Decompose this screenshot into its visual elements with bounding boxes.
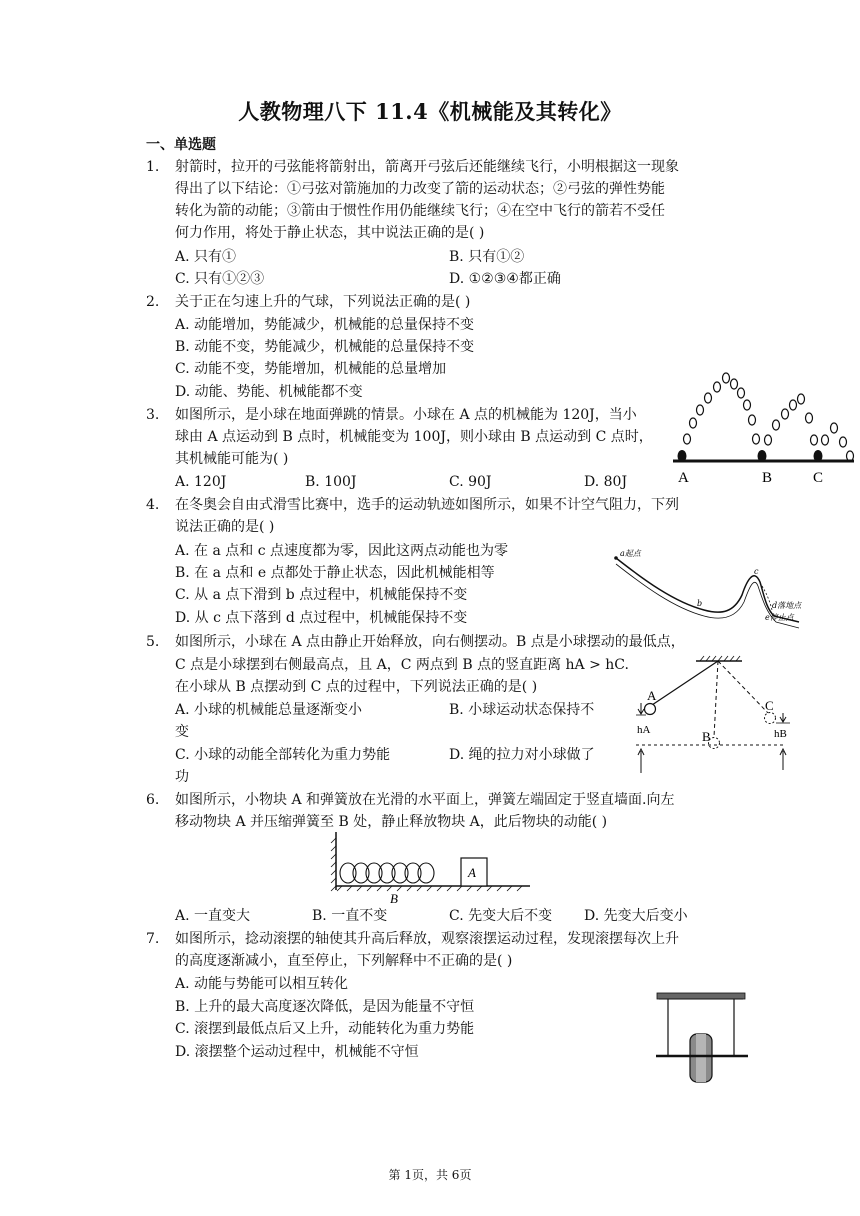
question-stem: 如图所示，是小球在地面弹跳的情景。小球在 A 点的机械能为 120J，当小 xyxy=(175,407,637,423)
option-a: A. 一直变大 xyxy=(175,908,251,924)
question-stem: 何力作用，将处于静止状态，其中说法正确的是( ) xyxy=(175,225,485,241)
option-a: A. 在 a 点和 c 点速度都为零，因此这两点动能也为零 xyxy=(175,543,508,559)
option-a: A. 动能与势能可以相互转化 xyxy=(175,976,349,992)
question-stem: 射箭时，拉开的弓弦能将箭射出，箭离开弓弦后还能继续飞行，小明根据这一现象 xyxy=(175,159,679,175)
option-a: A. 只有① xyxy=(175,249,237,265)
option-d: D. 动能、势能、机械能都不变 xyxy=(175,384,363,400)
question-number: 7. xyxy=(146,931,160,947)
option-d: D. 80J xyxy=(584,474,628,490)
option-c-wrap: 功 xyxy=(175,769,189,785)
question-number: 5. xyxy=(146,634,160,650)
option-c: C. 从 a 点下滑到 b 点过程中，机械能保持不变 xyxy=(175,587,468,603)
option-a-wrap: 变 xyxy=(175,724,189,740)
label-c: c xyxy=(754,567,759,576)
option-b: B. 一直不变 xyxy=(312,908,388,924)
label-a: A xyxy=(678,470,689,486)
label-b: b xyxy=(697,599,703,608)
question-number: 3. xyxy=(146,407,160,423)
option-a: A. 动能增加，势能减少，机械能的总量保持不变 xyxy=(175,317,475,333)
label-hb: hB xyxy=(774,728,787,740)
option-b: B. 100J xyxy=(305,474,357,490)
option-b: B. 在 a 点和 e 点都处于静止状态，因此机械能相等 xyxy=(175,565,495,581)
option-d: D. 滚摆整个运动过程中，机械能不守恒 xyxy=(175,1044,419,1060)
question-stem: 的高度逐渐减小，直至停止，下列解释中不正确的是( ) xyxy=(175,953,513,969)
question-number: 1. xyxy=(146,159,160,175)
question-stem: 如图所示，小物块 A 和弹簧放在光滑的水平面上，弹簧左端固定于竖直墙面.向左 xyxy=(175,792,675,808)
question-stem: 在小球从 B 点摆动到 C 点的过程中，下列说法正确的是( ) xyxy=(175,679,538,695)
option-c: C. 90J xyxy=(449,474,492,490)
option-b: B. 动能不变，势能减少，机械能的总量保持不变 xyxy=(175,339,475,355)
option-c: C. 小球的动能全部转化为重力势能 xyxy=(175,747,391,763)
label-b: B xyxy=(390,891,398,906)
option-b: B. 小球运动状态保持不 xyxy=(449,702,595,718)
question-stem: 其机械能可能为( ) xyxy=(175,451,289,467)
question-stem: 移动物块 A 并压缩弹簧至 B 处，静止释放物块 A，此后物块的动能( ) xyxy=(175,814,608,830)
page-footer: 第 1页，共 6页 xyxy=(388,1168,472,1182)
label-a: A xyxy=(647,688,657,703)
section-heading: 一、单选题 xyxy=(146,137,216,153)
label-c: C xyxy=(765,698,774,713)
option-d: D. 绳的拉力对小球做了 xyxy=(449,747,595,763)
label-b: B xyxy=(702,729,711,744)
option-d: D. ①②③④都正确 xyxy=(449,271,561,287)
option-c: C. 滚摆到最低点后又上升，动能转化为重力势能 xyxy=(175,1021,475,1037)
question-stem: 转化为箭的动能；③箭由于惯性作用仍能继续飞行；④在空中飞行的箭若不受任 xyxy=(175,203,665,219)
option-a: A. 120J xyxy=(175,474,227,490)
label-e-stop: e停止点 xyxy=(765,613,794,622)
label-c: C xyxy=(813,470,824,486)
question-stem: 如图所示，捻动滚摆的轴使其升高后释放，观察滚摆运动过程，发现滚摆每次上升 xyxy=(175,931,679,947)
pendulum-figure xyxy=(634,655,794,780)
option-c: C. 只有①②③ xyxy=(175,271,265,287)
option-d: D. 先变大后变小 xyxy=(584,908,688,924)
question-stem: 球由 A 点运动到 B 点时，机械能变为 100J，则小球由 B 点运动到 C 点时， xyxy=(175,429,653,445)
label-d-landing: d落地点 xyxy=(772,601,802,610)
maxwell-wheel-figure xyxy=(654,988,750,1088)
question-number: 2. xyxy=(146,294,160,310)
question-stem: C 点是小球摆到右侧最高点，且 A，C 两点到 B 点的竖直距离 hA > hC. xyxy=(175,657,629,673)
option-d: D. 从 c 点下落到 d 点过程中，机械能保持不变 xyxy=(175,610,468,626)
ball-b xyxy=(758,450,767,462)
question-stem: 在冬奥会自由式滑雪比赛中，选手的运动轨迹如图所示，如果不计空气阻力，下列 xyxy=(175,497,679,513)
question-stem: 如图所示，小球在 A 点由静止开始释放，向右侧摆动。B 点是小球摆动的最低点， xyxy=(175,634,685,650)
label-a-start: a起点 xyxy=(620,549,641,558)
option-a: A. 小球的机械能总量逐渐变小 xyxy=(175,702,363,718)
question-number: 4. xyxy=(146,497,160,513)
question-number: 6. xyxy=(146,792,160,808)
ball-a xyxy=(678,450,687,462)
ball-c xyxy=(814,450,823,462)
ski-track-figure xyxy=(604,540,804,630)
option-c: C. 动能不变，势能增加，机械能的总量增加 xyxy=(175,361,447,377)
question-stem: 说法正确的是( ) xyxy=(175,519,275,535)
option-c: C. 先变大后不变 xyxy=(449,908,553,924)
label-a: A xyxy=(468,865,476,880)
option-b: B. 只有①② xyxy=(449,249,525,265)
option-b: B. 上升的最大高度逐次降低，是因为能量不守恒 xyxy=(175,999,475,1015)
question-stem: 得出了以下结论：①弓弦对箭施加的力改变了箭的运动状态；②弓弦的弹性势能 xyxy=(175,181,665,197)
label-ha: hA xyxy=(637,724,651,736)
page-title: 人教物理八下 11.4《机械能及其转化》 xyxy=(238,99,622,124)
label-b: B xyxy=(762,470,773,486)
question-stem: 关于正在匀速上升的气球，下列说法正确的是( ) xyxy=(175,294,471,310)
spring-block-figure xyxy=(328,830,533,908)
bouncing-ball-figure xyxy=(668,370,858,488)
